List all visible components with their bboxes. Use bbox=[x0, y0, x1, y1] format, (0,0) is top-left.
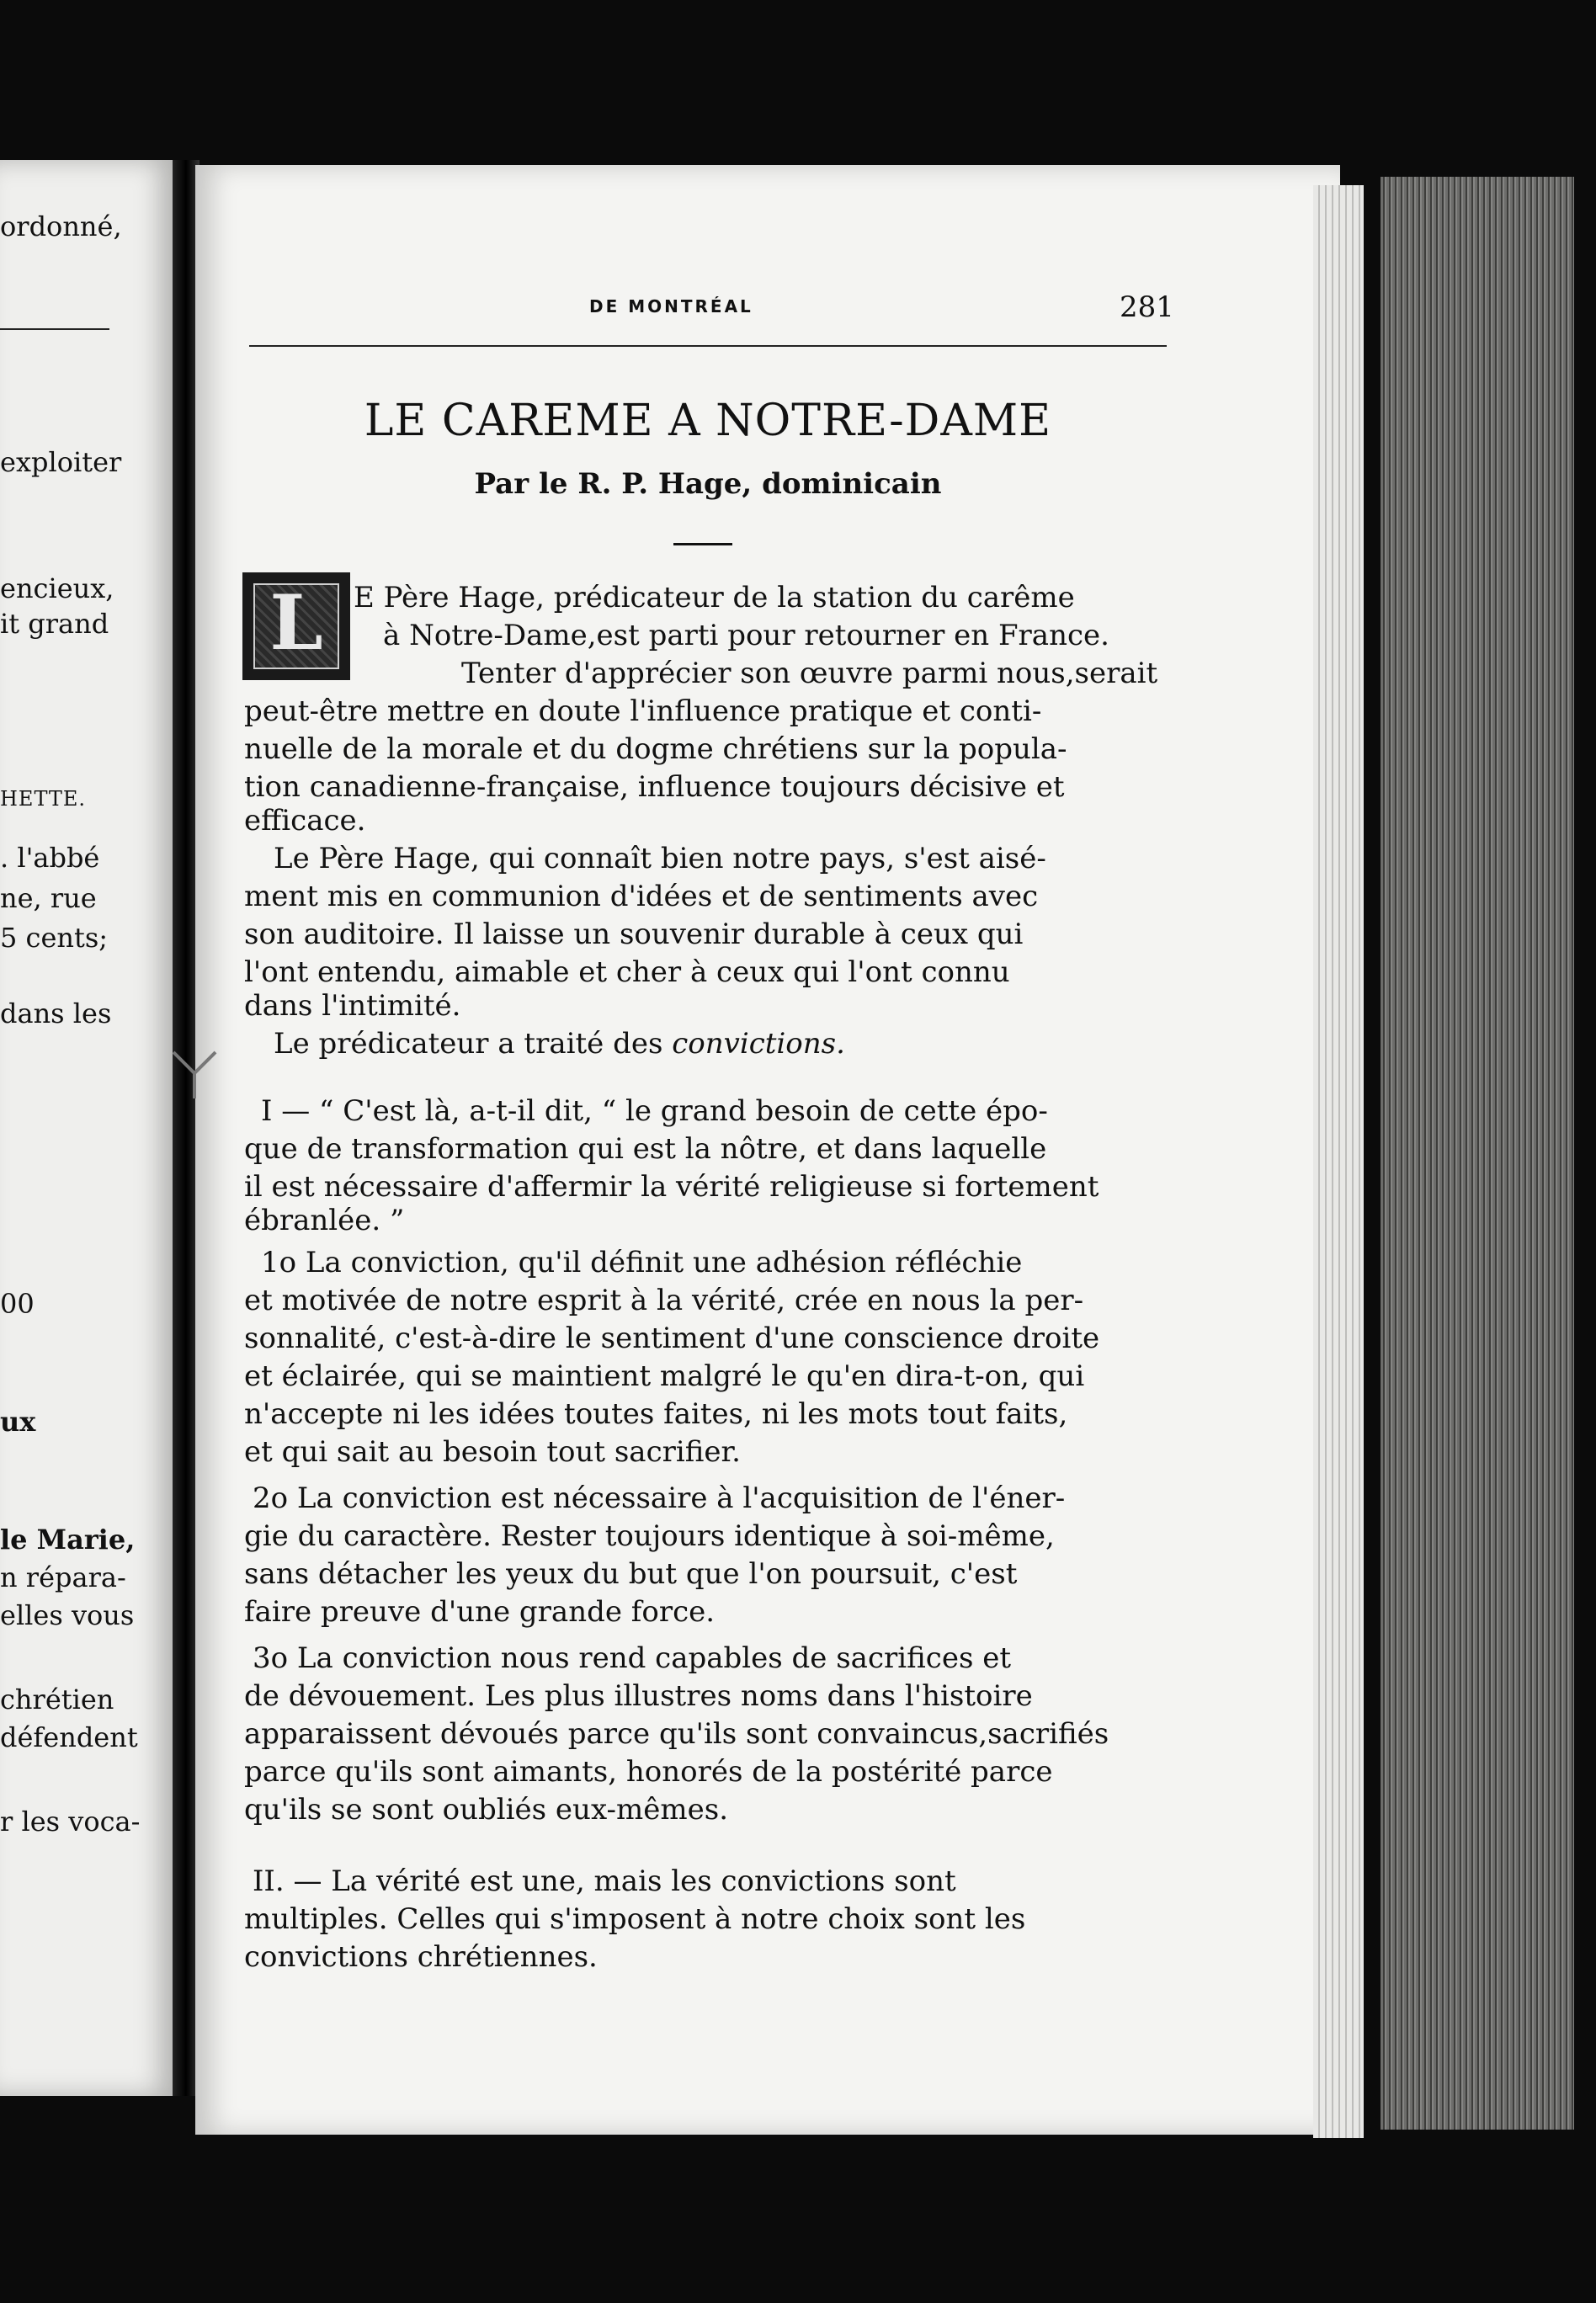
article-title: LE CAREME A NOTRE-DAME bbox=[364, 396, 1052, 446]
facing-page-line: chrétien bbox=[0, 1683, 114, 1715]
article-line: efficace. bbox=[244, 804, 366, 838]
article-line: nuelle de la morale et du dogme chrétiens sur la popula- bbox=[244, 732, 1067, 766]
emphasis: convictions. bbox=[672, 1027, 845, 1061]
article-line: et éclairée, qui se maintient malgré le qu'en dira-t-on, qui bbox=[244, 1359, 1085, 1393]
article-line: il est nécessaire d'affermir la vérité religieuse si fortement bbox=[244, 1170, 1099, 1204]
article-line: que de transformation qui est la nôtre, et dans laquelle bbox=[244, 1132, 1047, 1166]
article-line: multiples. Celles qui s'imposent à notre choix sont les bbox=[244, 1902, 1026, 1936]
page-edges bbox=[1313, 185, 1364, 2138]
article-line: ébranlée. ” bbox=[244, 1204, 405, 1237]
running-head: DE MONTRÉAL bbox=[589, 296, 753, 316]
margin-clip-icon bbox=[165, 1044, 224, 1103]
facing-page-line: 00 bbox=[0, 1288, 35, 1320]
article-line: ment mis en communion d'idées et de sentiments avec bbox=[244, 880, 1039, 913]
article-line: II. — La vérité est une, mais les convictions sont bbox=[253, 1864, 956, 1898]
article-line: et motivée de notre esprit à la vérité, crée en nous la per- bbox=[244, 1284, 1084, 1317]
facing-page-line: dans les bbox=[0, 997, 112, 1029]
article-line: dans l'intimité. bbox=[244, 989, 461, 1023]
article-line: son auditoire. Il laisse un souvenir durable à ceux qui bbox=[244, 917, 1024, 951]
facing-page-line: défendent bbox=[0, 1721, 138, 1753]
facing-page-line: ne, rue bbox=[0, 882, 97, 914]
header-rule bbox=[249, 345, 1167, 347]
facing-page-line: r les voca- bbox=[0, 1806, 141, 1838]
title-rule bbox=[673, 543, 732, 545]
article-line: Le Père Hage, qui connaît bien notre pays, s'est aisé- bbox=[274, 842, 1046, 875]
facing-page-line: elles vous bbox=[0, 1599, 135, 1631]
article-line: Le prédicateur a traité des convictions. bbox=[274, 1027, 845, 1061]
article-line: apparaissent dévoués parce qu'ils sont convaincus,sacrifiés bbox=[244, 1717, 1109, 1751]
facing-page-line: encieux, bbox=[0, 572, 114, 604]
article-line: peut-être mettre en doute l'influence pratique et conti- bbox=[244, 694, 1042, 728]
facing-page-line: n répara- bbox=[0, 1561, 126, 1593]
facing-page-line: . l'abbé bbox=[0, 842, 100, 874]
facing-page bbox=[0, 160, 177, 2096]
article-line: 2o La conviction est nécessaire à l'acquisition de l'éner- bbox=[253, 1481, 1066, 1515]
article-line: de dévouement. Les plus illustres noms dans l'histoire bbox=[244, 1679, 1033, 1713]
article-line: I — “ C'est là, a-t-il dit, “ le grand besoin de cette épo- bbox=[261, 1094, 1048, 1128]
page-number: 281 bbox=[1120, 290, 1174, 324]
book-block-edge bbox=[1381, 177, 1574, 2130]
article-line: parce qu'ils sont aimants, honorés de la postérité parce bbox=[244, 1755, 1053, 1789]
facing-page-line: ux bbox=[0, 1406, 36, 1438]
facing-page-line: le Marie, bbox=[0, 1524, 136, 1556]
article-line: sans détacher les yeux du but que l'on poursuit, c'est bbox=[244, 1557, 1018, 1591]
facing-page-line: HETTE. bbox=[0, 787, 87, 811]
facing-page-rule bbox=[0, 328, 109, 330]
article-line: 1o La conviction, qu'il définit une adhésion réfléchie bbox=[261, 1246, 1023, 1279]
article-line: Tenter d'apprécier son œuvre parmi nous,serait bbox=[461, 657, 1158, 690]
article-line: l'ont entendu, aimable et cher à ceux qui l'ont connu bbox=[244, 955, 1010, 989]
facing-page-line: exploiter bbox=[0, 446, 122, 478]
article-line: 3o La conviction nous rend capables de sacrifices et bbox=[253, 1641, 1011, 1675]
article-line: et qui sait au besoin tout sacrifier. bbox=[244, 1435, 741, 1469]
article-line: E Père Hage, prédicateur de la station du carême bbox=[354, 581, 1075, 614]
article-line: tion canadienne-française, influence toujours décisive et bbox=[244, 770, 1065, 804]
article-line: sonnalité, c'est-à-dire le sentiment d'une conscience droite bbox=[244, 1322, 1100, 1355]
dropcap-letter: L bbox=[269, 578, 323, 667]
article-byline: Par le R. P. Hage, dominicain bbox=[474, 467, 942, 501]
facing-page-line: it grand bbox=[0, 608, 109, 640]
facing-page-line: 5 cents; bbox=[0, 922, 109, 954]
dropcap bbox=[242, 572, 350, 680]
facing-page-line: ordonné, bbox=[0, 210, 122, 242]
article-line: n'accepte ni les idées toutes faites, ni les mots tout faits, bbox=[244, 1397, 1068, 1431]
article-line: qu'ils se sont oubliés eux-mêmes. bbox=[244, 1793, 728, 1827]
article-line: convictions chrétiennes. bbox=[244, 1940, 598, 1974]
article-line: gie du caractère. Rester toujours identique à soi-même, bbox=[244, 1519, 1055, 1553]
article-line: faire preuve d'une grande force. bbox=[244, 1595, 716, 1629]
article-line: à Notre-Dame,est parti pour retourner en France. bbox=[383, 619, 1109, 652]
